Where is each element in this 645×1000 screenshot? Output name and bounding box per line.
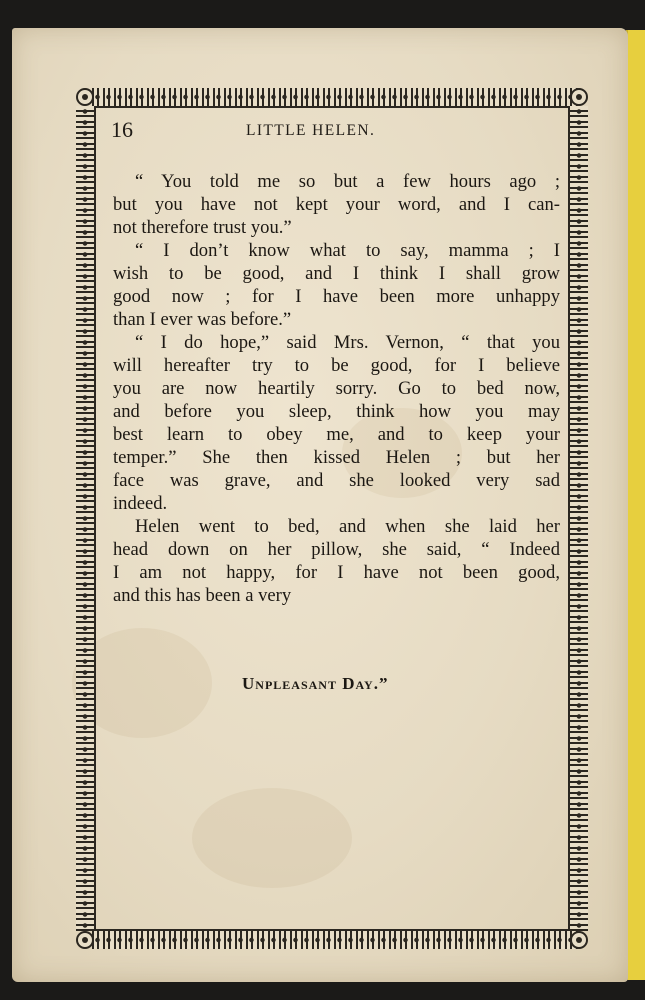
closing-line: Unpleasant Day.” [242, 674, 389, 693]
text-line: “ I don’t know what to say, mamma ; I [135, 240, 560, 261]
text-line: temper.” She then kissed Helen ; but her [113, 447, 560, 468]
text-line: will hereafter try to be good, for I believe [113, 355, 560, 376]
corner-ornament-bottom-left [76, 931, 94, 949]
corner-ornament-bottom-right [570, 931, 588, 949]
text-line: “ I do hope,” said Mrs. Vernon, “ that you [135, 332, 560, 353]
text-line: and this has been a very [113, 585, 292, 606]
corner-ornament-top-right [570, 88, 588, 106]
text-line: you are now heartily sorry. Go to bed now, [113, 378, 560, 399]
running-title: LITTLE HELEN. [246, 122, 376, 139]
text-line: Helen went to bed, and when she laid her [135, 516, 560, 537]
text-line: I am not happy, for I have not been good, [113, 562, 560, 583]
corner-ornament-top-left [76, 88, 94, 106]
text-line: indeed. [113, 493, 168, 514]
text-line: but you have not kept your word, and I can- [113, 194, 560, 215]
text-line: head down on her pillow, she said, “ Indeed [113, 539, 560, 560]
text-line: than I ever was before.” [113, 309, 292, 330]
text-line: best learn to obey me, and to keep your [113, 424, 560, 445]
text-line: wish to be good, and I think I shall grow [113, 263, 560, 284]
text-line: “ You told me so but a few hours ago ; [135, 171, 560, 192]
page-number: 16 [111, 117, 133, 142]
text-line: and before you sleep, think how you may [113, 401, 560, 422]
body-text [113, 170, 560, 607]
adjacent-page-edge [626, 30, 645, 980]
text-line: face was grave, and she looked very sad [113, 470, 560, 491]
text-line: good now ; for I have been more unhappy [113, 286, 560, 307]
text-line: not therefore trust you.” [113, 217, 292, 238]
